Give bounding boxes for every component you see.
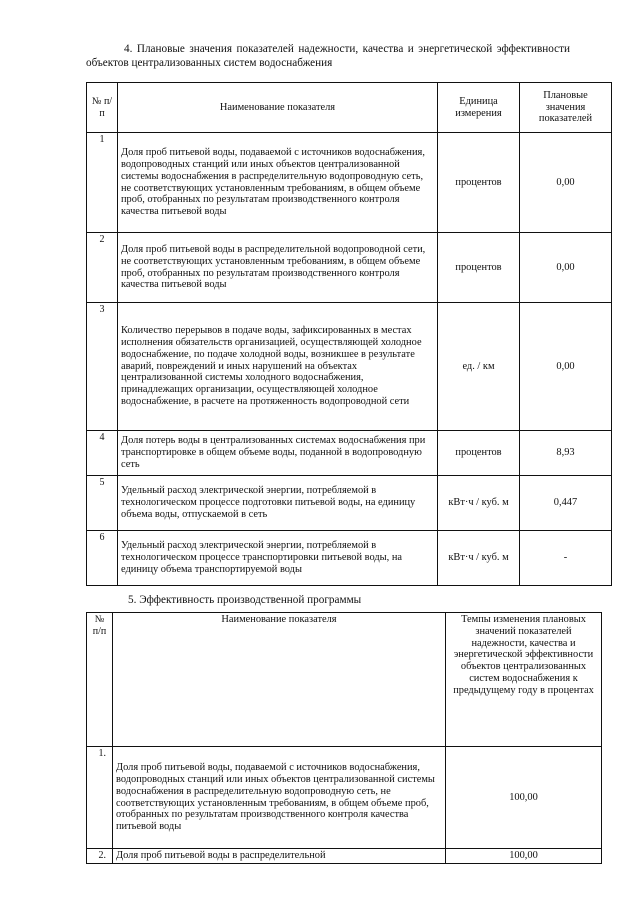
header-name: Наименование показателя <box>118 83 438 133</box>
row-name: Доля потерь воды в централизованных системах водоснабжения при транспортировке в общем объеме воды, поданной в водопроводную сеть <box>118 431 438 476</box>
table-header-row <box>87 613 602 747</box>
row-value: 0,00 <box>520 303 612 431</box>
program-efficiency-table <box>86 612 602 864</box>
row-unit: кВт·ч / куб. м <box>438 476 520 531</box>
row-unit: процентов <box>438 133 520 233</box>
header-value: Плановые значения показателей <box>520 83 612 133</box>
table-row <box>87 303 612 431</box>
row-rate: 100,00 <box>446 849 602 864</box>
table-row <box>87 476 612 531</box>
row-value: - <box>520 531 612 586</box>
section-5-title: 5. Эффективность производственной программы <box>128 594 362 606</box>
row-unit: процентов <box>438 431 520 476</box>
row-value: 8,93 <box>520 431 612 476</box>
row-rate: 100,00 <box>446 747 602 849</box>
row-unit: процентов <box>438 233 520 303</box>
row-value: 0,00 <box>520 233 612 303</box>
row-num: 6 <box>87 531 118 586</box>
row-num: 2. <box>87 849 113 864</box>
header-rate: Темпы изменения плановых значений показателей надежности, качества и энергетической эффективности объектов централизованных систем водоснабжения к предыдущему году в процентах <box>446 613 602 747</box>
row-name: Доля проб питьевой воды, подаваемой с источников водоснабжения, водопроводных станций или иных объектов централизованной системы водоснабжения в распределительную водопроводную сеть, не соответствующих установленным требованиям, в общем объеме проб, отобранных по результатам производственного контроля качества питьевой воды <box>113 747 446 849</box>
table-row <box>87 531 612 586</box>
table-row <box>87 133 612 233</box>
row-name: Количество перерывов в подаче воды, зафиксированных в местах исполнения обязательств организацией, осуществляющей холодное водоснабжение, по подаче холодной воды, возникшее в результате аварий, повреждений и иных нарушений на объектах централизованной системы холодного водоснабжения, принадлежащих организации, осуществляющей холодное водоснабжение, в расчете на протяженность водопроводной сети <box>118 303 438 431</box>
header-num: № п/п <box>87 613 113 747</box>
table-row <box>87 849 602 864</box>
row-name: Доля проб питьевой воды в распределительной <box>113 849 446 864</box>
row-num: 1. <box>87 747 113 849</box>
row-num: 4 <box>87 431 118 476</box>
row-num: 5 <box>87 476 118 531</box>
row-value: 0,447 <box>520 476 612 531</box>
row-num: 2 <box>87 233 118 303</box>
row-num: 1 <box>87 133 118 233</box>
section-4-title: 4. Плановые значения показателей надежности, качества и энергетической эффективности объектов централизованных систем водоснабжения <box>86 43 570 69</box>
row-name: Удельный расход электрической энергии, потребляемой в технологическом процессе транспортировки питьевой воды, на единицу объема транспортируемой воды <box>118 531 438 586</box>
table-row <box>87 233 612 303</box>
table-row <box>87 747 602 849</box>
header-unit: Единица измерения <box>438 83 520 133</box>
table-header-row <box>87 83 612 133</box>
header-num: № п/п <box>87 83 118 133</box>
row-unit: ед. / км <box>438 303 520 431</box>
row-name: Доля проб питьевой воды в распределительной водопроводной сети, не соответствующих установленным требованиям, в общем объеме проб, отобранных по результатам производственного контроля качества питьевой воды <box>118 233 438 303</box>
row-name: Доля проб питьевой воды, подаваемой с источников водоснабжения, водопроводных станций или иных объектов централизованной системы водоснабжения в распределительную водопроводную сеть, не соответствующих установленным требованиям, в общем объеме проб, отобранных по результатам производственного контроля качества питьевой воды <box>118 133 438 233</box>
table-row <box>87 431 612 476</box>
reliability-indicators-table <box>86 82 612 586</box>
row-num: 3 <box>87 303 118 431</box>
row-value: 0,00 <box>520 133 612 233</box>
row-name: Удельный расход электрической энергии, потребляемой в технологическом процессе подготовки питьевой воды, на единицу объема воды, отпускаемой в сеть <box>118 476 438 531</box>
row-unit: кВт·ч / куб. м <box>438 531 520 586</box>
header-name: Наименование показателя <box>113 613 446 747</box>
